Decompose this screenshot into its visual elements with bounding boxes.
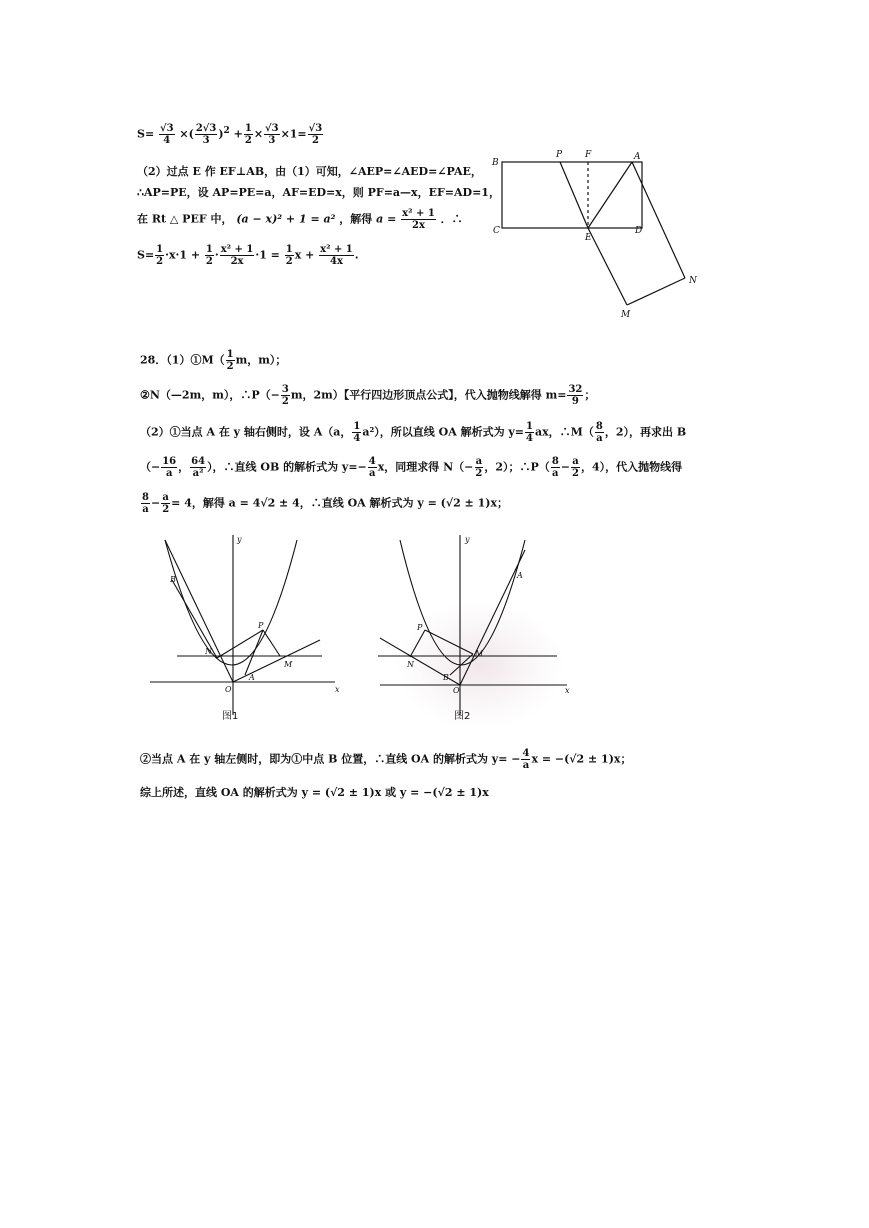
frac-num: x² + 1 [220, 244, 254, 255]
q28-line-7: 综上所述，直线 OA 的解析式为 y = (√2 ± 1)x 或 y = −(√2 ± 1)x [140, 786, 489, 799]
frac-den: 2x [412, 220, 425, 231]
frac [401, 208, 436, 231]
text: ，2）；∴P（ [484, 460, 550, 474]
frac-num: 1 [156, 244, 164, 255]
frac-den: a [552, 468, 559, 479]
frac-den: 2 [572, 468, 579, 479]
frac-num: 1 [226, 349, 234, 360]
frac-den: 2 [244, 135, 252, 146]
point-label: M [284, 660, 293, 669]
frac-num: 16 [162, 456, 177, 467]
text: − [560, 460, 570, 474]
frac-num: 32 [568, 384, 583, 395]
axis-label: y [237, 535, 242, 544]
text: （2）①当点 A 在 y 轴右侧时，设 A（a， [140, 425, 352, 439]
point-label: P [417, 623, 423, 632]
frac-den: 2x [230, 256, 244, 267]
s-formula-line: S= $\frac{√3}{4}$ ×( $\frac{2√3}{3}$ )$^2$ + $\frac{1}{2}$ × $\frac{√3}{3}$ ×1= $\frac{√3}{2}$ [137, 123, 323, 146]
text: m，m）； [235, 353, 287, 367]
frac-den: 2 [475, 468, 483, 479]
frac-den: a² [192, 468, 204, 479]
frac-num: 8 [142, 492, 149, 503]
q28-line-5 [140, 492, 508, 515]
text: ； [584, 388, 596, 402]
frac [155, 244, 164, 267]
text: ·x·1 + [165, 248, 204, 262]
segment-me [588, 228, 627, 305]
segment-an [632, 162, 685, 278]
frac-den: a [522, 760, 530, 771]
solution-line-4 [137, 208, 463, 231]
frac-den: 2 [226, 361, 234, 372]
frac-den: 2 [311, 135, 319, 146]
figure-caption-1: 图1 [222, 711, 239, 722]
point-label: E [585, 233, 592, 243]
point-label: B [170, 575, 176, 584]
text: （− [140, 460, 161, 474]
frac-num: 3 [281, 384, 289, 395]
point-label: A [517, 571, 523, 580]
frac [205, 244, 214, 267]
q28-line-6 [140, 748, 631, 771]
text: m，2m）【平行四边形顶点公式】，代入抛物线解得 m= [290, 388, 567, 402]
frac-den: 3 [202, 135, 210, 146]
equation: (a − x)² + 1 = a² [236, 212, 336, 226]
text: ax，∴M（ [535, 425, 594, 439]
frac-num: √3 [160, 123, 174, 134]
text: ，2），再求出 B [604, 425, 687, 439]
frac [159, 123, 175, 146]
frac-num: x² + 1 [320, 244, 353, 255]
frac-den: a [142, 504, 149, 515]
graph-figure-1 [145, 530, 345, 720]
frac-den: 2 [205, 256, 213, 267]
frac-den: 9 [571, 396, 579, 407]
text: = 4，解得 a = 4√2 ± 4，∴直线 OA 解析式为 y = (√2 ± 1)x； [171, 496, 509, 510]
frac-den: 4 [526, 433, 533, 444]
point-label: M [621, 310, 631, 320]
frac-den: a [165, 468, 173, 479]
text: ，解得 [339, 212, 373, 226]
frac-num: 4 [368, 456, 376, 467]
frac [244, 123, 253, 146]
frac-den: 2 [281, 396, 289, 407]
frac [281, 384, 290, 407]
frac-num: √3 [308, 123, 323, 134]
frac-num: 1 [526, 421, 533, 432]
axis-label: x [565, 686, 570, 695]
frac [474, 456, 483, 479]
segment-pm [425, 630, 473, 654]
frac-num: a [162, 492, 169, 503]
frac [285, 244, 294, 267]
text: ），∴直线 OB 的解析式为 y=− [207, 460, 367, 474]
text: x，同理求得 N（− [377, 460, 474, 474]
text: a²），所以直线 OA 解析式为 y= [362, 425, 525, 439]
frac [595, 421, 604, 444]
text: S= [137, 248, 155, 262]
frac-den: 3 [268, 135, 276, 146]
text: ．∴ [440, 212, 463, 226]
axis-label: y [465, 535, 470, 544]
frac-num: 1 [353, 421, 361, 432]
point-label: A [249, 673, 255, 682]
frac-den: 2 [162, 504, 170, 515]
solution-line-3: ∴AP=PE，设 AP=PE=a，AF=ED=x，则 PF=a—x，EF=AD=1， [137, 186, 500, 199]
point-label: A [634, 152, 641, 162]
point-label: P [556, 150, 563, 160]
frac [226, 349, 235, 372]
frac-den: 2 [285, 256, 293, 267]
point-label: C [493, 226, 500, 236]
graph-figure-2 [375, 530, 575, 720]
frac [368, 456, 377, 479]
segment-pm [263, 630, 280, 656]
parabola [400, 540, 525, 665]
solution-line-5: S= $\frac{1}{2}$ ·x·1 + $\frac{1}{2}$ · $\frac{\text{x² + 1}}{2x}$ ·1 = $\frac{1}{2}$ x + $\frac{\text{x² + 1}}{4x}$ . [137, 244, 359, 267]
frac-den: 2 [156, 256, 164, 267]
segment-ae [588, 162, 632, 228]
text: 在 Rt △ PEF 中， [137, 212, 233, 226]
text: ·1 = [255, 248, 284, 262]
frac [551, 456, 560, 479]
point-label: B [443, 673, 449, 682]
rectangle-abcd [502, 162, 642, 228]
frac [141, 492, 150, 515]
text: . [354, 248, 359, 262]
point-label: N [407, 660, 414, 669]
frac-den: 4 [163, 135, 171, 146]
text: ， [178, 460, 190, 474]
segment-np [217, 630, 263, 658]
text: a = [376, 212, 397, 226]
frac-num: x² + 1 [402, 208, 435, 219]
segment-pe [560, 162, 588, 228]
frac-num: 64 [191, 456, 206, 467]
point-label: N [205, 647, 212, 656]
frac [264, 123, 280, 146]
frac [571, 456, 580, 479]
frac [525, 421, 534, 444]
text: 28．（1）①M（ [140, 353, 225, 367]
frac-den: 4 [353, 433, 361, 444]
axis-label: x [335, 685, 340, 694]
q28-line-3 [140, 421, 686, 444]
text: x + [294, 248, 319, 262]
frac [190, 456, 206, 479]
segment-nm [627, 278, 685, 305]
text: ②当点 A 在 y 轴左侧时，即为①中点 B 位置，∴直线 OA 的解析式为 y= − [140, 752, 521, 766]
frac-num: 2√3 [195, 123, 217, 134]
q28-line-2 [140, 384, 595, 407]
frac [161, 456, 177, 479]
frac [308, 123, 324, 146]
rectangle-fold-figure [490, 145, 710, 325]
s-label: S= [137, 127, 155, 141]
frac [567, 384, 583, 407]
frac [521, 748, 530, 771]
text: − [150, 496, 161, 510]
frac [352, 421, 361, 444]
frac-num: 1 [244, 123, 252, 134]
frac-den: a [596, 433, 603, 444]
frac-num: 1 [285, 244, 293, 255]
frac-num: √3 [265, 123, 279, 134]
frac-num: 4 [522, 748, 530, 759]
point-label: F [585, 150, 592, 160]
point-label: O [225, 685, 232, 694]
point-label: M [475, 649, 484, 658]
line-ob [165, 540, 233, 682]
frac-num: 8 [551, 456, 559, 467]
q28-line-1 [140, 349, 286, 372]
figure-caption-2: 图2 [454, 711, 471, 722]
frac-num: a [572, 456, 579, 467]
frac [161, 492, 170, 515]
text: ②N（—2m，m），∴P（− [140, 388, 280, 402]
text: x = −(√2 ± 1)x； [531, 752, 632, 766]
point-label: O [453, 686, 460, 695]
text: ，4），代入抛物线得 [580, 460, 683, 474]
line-oa [460, 550, 525, 685]
frac-den: a [369, 468, 376, 479]
point-label: P [258, 621, 264, 630]
point-label: N [689, 276, 697, 286]
frac [319, 244, 354, 267]
q28-line-4 [140, 456, 682, 479]
frac-den: 4x [329, 256, 343, 267]
frac [195, 123, 218, 146]
line-oa [233, 640, 320, 682]
frac-num: 8 [595, 421, 603, 432]
point-label: B [492, 158, 499, 168]
segment-np [410, 630, 425, 657]
solution-line-2: （2）过点 E 作 EF⊥AB，由（1）可知，∠AEP=∠AED=∠PAE， [137, 165, 482, 178]
frac [220, 244, 255, 267]
frac-num: a [475, 456, 483, 467]
frac-num: 1 [205, 244, 213, 255]
point-label: D [635, 226, 643, 236]
